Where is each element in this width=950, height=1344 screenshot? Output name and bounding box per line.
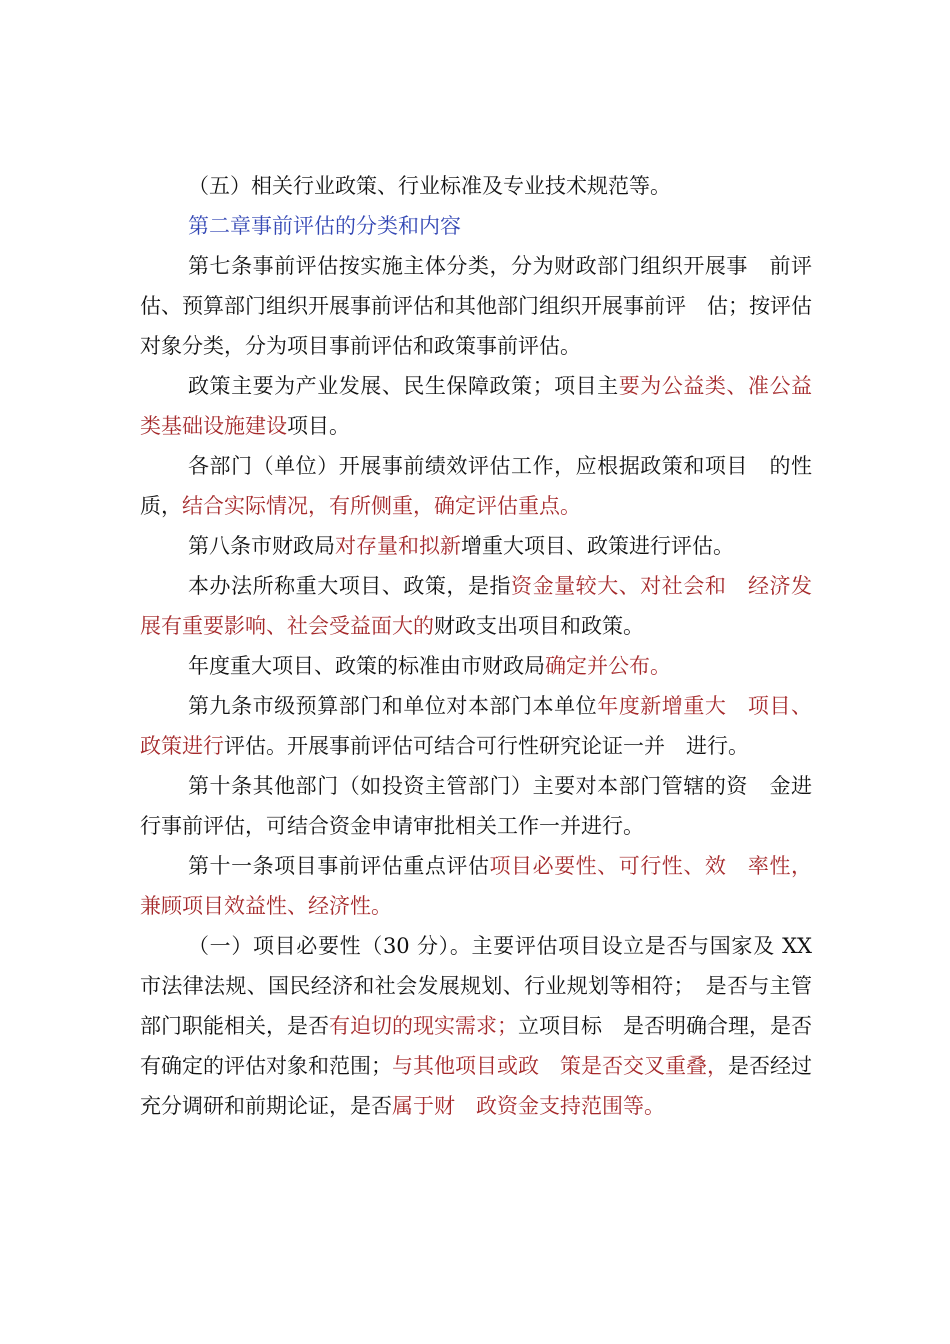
text-segment: 政策主要为产业发展、民生保障政策；项目主 [188,374,619,398]
text-segment: 增重大项目、政策进行评估。 [461,534,734,558]
paragraph [140,686,812,766]
text-segment: 立项目标 是否明确合理，是否有确定的评估对象和范围； [140,1014,812,1078]
highlighted-text: 资金量较大、对社会和 经济发展有重要影响、社会受益面大的 [140,574,813,638]
paragraph [140,646,812,686]
paragraph [140,926,812,1126]
highlighted-text: 确定并公布。 [545,654,671,678]
paragraph [140,246,812,366]
highlighted-text: 结合实际情况，有所侧重，确定评估重点。 [182,494,581,518]
text-segment: 第九条市级预算部门和单位对本部门本单位 [188,694,598,718]
text-segment: 第十条其他部门（如投资主管部门）主要对本部门管辖的资 金进行事前评估，可结合资金申请审批相关工作一并进行。 [140,774,812,838]
paragraph [140,846,812,926]
document-body [140,166,812,1126]
text-segment: 第十一条项目事前评估重点评估 [188,854,490,878]
paragraph [140,166,812,206]
text-segment: 财政支出项目和政策。 [434,614,644,638]
text-segment: 各部门（单位）开展事前绩效评估工作，应根据政策和项目 的性质， [140,454,812,518]
chapter-heading [140,206,812,246]
text-segment: 年度重大项目、政策的标准由市财政局 [188,654,545,678]
highlighted-text: 有迫切的现实需求； [329,1014,518,1038]
text-segment: （五）相关行业政策、行业标准及专业技术规范等。 [188,174,671,198]
highlighted-text: 要为公益类、准公益类基础设施建设 [140,374,813,438]
paragraph [140,526,812,566]
text-segment: 是否经过充分调研和前期论证，是否 [140,1054,812,1118]
highlighted-text: 与其他项目或政 策是否交叉重叠， [392,1054,728,1078]
highlighted-text: 对存量和拟新 [335,534,461,558]
highlighted-text: 年度新增重大 项目、政策进行 [140,694,813,758]
text-segment: 评估。开展事前评估可结合可行性研究论证一并 进行。 [224,734,749,758]
highlighted-text: 项目必要性、可行性、效 率性，兼顾项目效益性、经济性。 [140,854,812,918]
text-segment: 项目。 [287,414,350,438]
paragraph [140,446,812,526]
paragraph [140,566,812,646]
text-segment: （一）项目必要性（30 分）。主要评估项目设立是否与国家及 XX 市法律法规、国民经济和社会发展规划、行业规划等相符； 是否与主管部门职能相关，是否 [140,934,812,1038]
paragraph [140,766,812,846]
paragraph [140,366,812,446]
text-segment: 本办法所称重大项目、政策，是指 [188,574,512,598]
text-segment: 第七条事前评估按实施主体分类，分为财政部门组织开展事 前评估、预算部门组织开展事前评估和其他部门组织开展事前评 估；按评估对象分类，分为项目事前评估和政策事前评估。 [140,254,812,358]
text-segment: 第二章事前评估的分类和内容 [188,214,461,238]
text-segment: 第八条市财政局 [188,534,335,558]
highlighted-text: 属于财 政资金支持范围等。 [392,1094,665,1118]
